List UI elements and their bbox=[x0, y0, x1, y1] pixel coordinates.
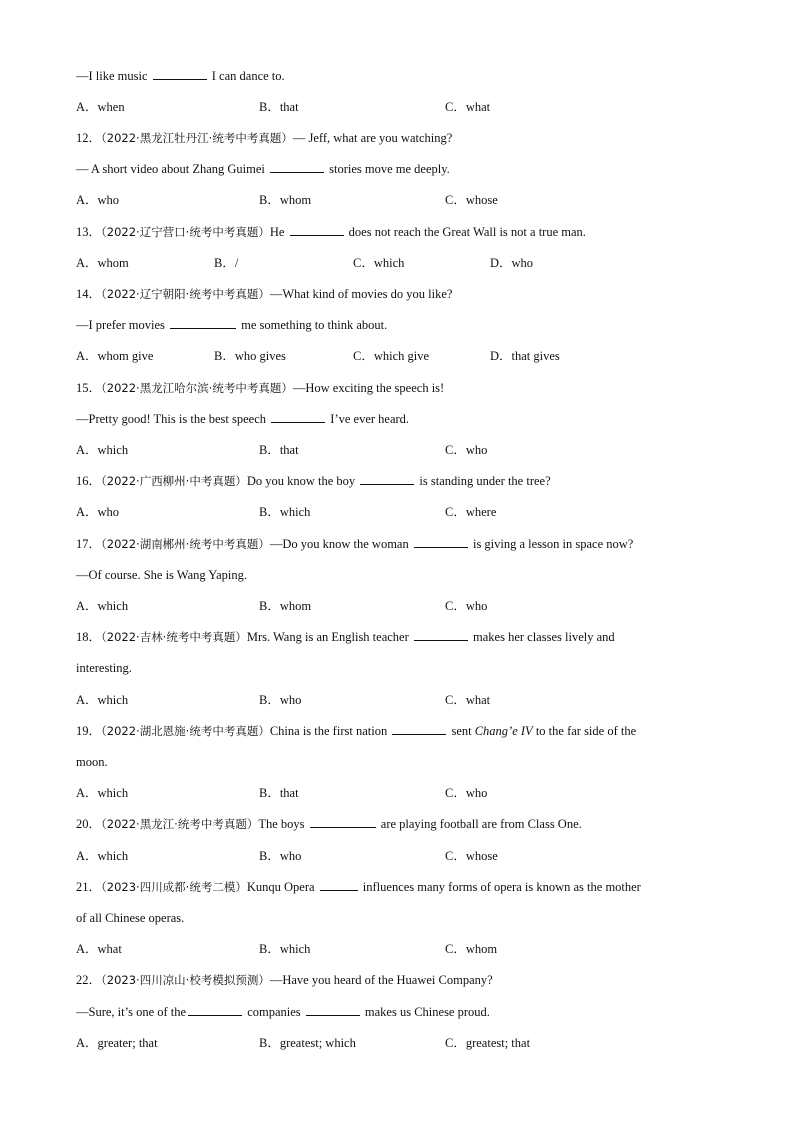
option-b[interactable]: B．who gives bbox=[214, 349, 286, 363]
question-21 bbox=[76, 879, 641, 895]
question-text: does not reach the Great Wall is not a true man. bbox=[348, 225, 586, 239]
question-number: 12． bbox=[76, 131, 102, 145]
question-14 bbox=[76, 286, 452, 302]
answer-blank bbox=[306, 1004, 360, 1016]
answer-blank bbox=[188, 1004, 242, 1016]
question-source: （2022·黑龙江哈尔滨·统考中考真题） bbox=[101, 381, 293, 395]
question-12-line2 bbox=[76, 161, 450, 177]
question-text: is standing under the tree? bbox=[419, 474, 551, 488]
option-a[interactable]: A．whom bbox=[76, 256, 129, 270]
question-15 bbox=[76, 380, 444, 396]
question-text: — A short video about Zhang Guimei bbox=[76, 162, 265, 176]
question-number: 17． bbox=[76, 537, 102, 551]
question-text: makes us Chinese proud. bbox=[364, 1005, 490, 1019]
question-11-line bbox=[76, 68, 285, 84]
question-22-line2 bbox=[76, 1004, 490, 1020]
answer-blank bbox=[153, 68, 207, 80]
question-text: He bbox=[269, 225, 285, 239]
option-d[interactable]: D．that gives bbox=[490, 349, 560, 363]
question-text: —I prefer movies bbox=[76, 318, 165, 332]
option-c[interactable]: C．which bbox=[353, 256, 405, 270]
question-text: makes her classes lively and bbox=[473, 630, 615, 644]
option-a[interactable]: A．who bbox=[76, 193, 120, 207]
question-17-line2: —Of course. She is Wang Yaping. bbox=[76, 568, 247, 582]
option-b[interactable]: B．who bbox=[259, 693, 302, 707]
answer-blank bbox=[360, 473, 414, 485]
answer-blank bbox=[414, 629, 468, 641]
option-c[interactable]: C．which give bbox=[353, 349, 430, 363]
option-b[interactable]: B．whom bbox=[259, 193, 312, 207]
question-number: 20． bbox=[76, 817, 102, 831]
option-b[interactable]: B．that bbox=[259, 443, 299, 457]
question-text: me something to think about. bbox=[241, 318, 388, 332]
question-text: —How exciting the speech is! bbox=[292, 381, 445, 395]
question-number: 21． bbox=[76, 880, 102, 894]
option-c[interactable]: C．what bbox=[445, 100, 491, 114]
question-text: China is the first nation bbox=[269, 724, 388, 738]
answer-blank bbox=[414, 536, 468, 548]
question-16 bbox=[76, 473, 551, 489]
option-a[interactable]: A．which bbox=[76, 693, 129, 707]
question-15-options bbox=[76, 442, 716, 458]
option-b[interactable]: B．who bbox=[259, 849, 302, 863]
question-22-options bbox=[76, 1035, 716, 1051]
question-source: （2022·广西柳州·中考真题） bbox=[101, 474, 247, 488]
question-17-options bbox=[76, 598, 716, 614]
question-source: （2022·黑龙江·统考中考真题） bbox=[101, 817, 259, 831]
question-text: companies bbox=[247, 1005, 301, 1019]
question-source: （2022·湖北恩施·统考中考真题） bbox=[101, 724, 270, 738]
question-source: （2022·黑龙江牡丹江·统考中考真题） bbox=[101, 131, 293, 145]
question-19 bbox=[76, 723, 636, 739]
option-c[interactable]: C．who bbox=[445, 443, 488, 457]
question-text: —Do you know the woman bbox=[269, 537, 409, 551]
question-16-options bbox=[76, 504, 716, 520]
question-number: 19． bbox=[76, 724, 102, 738]
question-20-options bbox=[76, 848, 716, 864]
question-source: （2022·辽宁朝阳·统考中考真题） bbox=[101, 287, 270, 301]
question-18-line2: interesting. bbox=[76, 661, 132, 675]
question-text: Mrs. Wang is an English teacher bbox=[246, 630, 409, 644]
option-c[interactable]: C．who bbox=[445, 599, 488, 613]
answer-blank bbox=[320, 879, 358, 891]
option-b[interactable]: B．which bbox=[259, 942, 311, 956]
question-text: influences many forms of opera is known as the mother bbox=[362, 880, 641, 894]
question-14-options bbox=[76, 348, 716, 364]
question-18-options bbox=[76, 692, 716, 708]
question-15-line2 bbox=[76, 411, 409, 427]
option-c[interactable]: C．whose bbox=[445, 849, 498, 863]
question-18 bbox=[76, 629, 615, 645]
question-text: —I like music bbox=[76, 69, 148, 83]
question-12 bbox=[76, 130, 452, 146]
question-text: —What kind of movies do you like? bbox=[269, 287, 453, 301]
question-19-options bbox=[76, 785, 716, 801]
question-number: 22． bbox=[76, 973, 102, 987]
question-source: （2022·吉林·统考中考真题） bbox=[101, 630, 247, 644]
question-20 bbox=[76, 816, 582, 832]
question-text: The boys bbox=[258, 817, 305, 831]
question-14-line2 bbox=[76, 317, 387, 333]
question-number: 14． bbox=[76, 287, 102, 301]
option-a[interactable]: A．which bbox=[76, 786, 129, 800]
question-11-options bbox=[76, 99, 716, 115]
question-12-options bbox=[76, 192, 716, 208]
question-text: stories move me deeply. bbox=[329, 162, 450, 176]
option-a[interactable]: A．what bbox=[76, 942, 122, 956]
question-text: are playing football are from Class One. bbox=[380, 817, 582, 831]
question-21-line2: of all Chinese operas. bbox=[76, 911, 185, 925]
option-b[interactable]: B．that bbox=[259, 100, 299, 114]
option-a[interactable]: A．which bbox=[76, 599, 129, 613]
question-13-options bbox=[76, 255, 716, 271]
option-d[interactable]: D．who bbox=[490, 256, 534, 270]
question-21-options bbox=[76, 941, 716, 957]
question-number: 13． bbox=[76, 225, 102, 239]
question-number: 18． bbox=[76, 630, 102, 644]
question-text: is giving a lesson in space now? bbox=[472, 537, 634, 551]
option-a[interactable]: A．who bbox=[76, 505, 120, 519]
answer-blank bbox=[290, 224, 344, 236]
question-text: —Sure, it’s one of the bbox=[76, 1005, 187, 1019]
question-text: I’ve ever heard. bbox=[330, 412, 410, 426]
option-b[interactable]: B．that bbox=[259, 786, 299, 800]
option-c[interactable]: C．where bbox=[445, 505, 497, 519]
option-c[interactable]: C．what bbox=[445, 693, 491, 707]
option-c[interactable]: C．whom bbox=[445, 942, 498, 956]
question-text: — Jeff, what are you watching? bbox=[292, 131, 453, 145]
option-b[interactable]: B．greatest; which bbox=[259, 1036, 356, 1050]
answer-blank bbox=[270, 161, 324, 173]
question-22 bbox=[76, 972, 493, 988]
option-c[interactable]: C．greatest; that bbox=[445, 1036, 531, 1050]
option-a[interactable]: A．which bbox=[76, 849, 129, 863]
question-text: —Have you heard of the Huawei Company? bbox=[269, 973, 493, 987]
question-text: —Pretty good! This is the best speech bbox=[76, 412, 267, 426]
answer-blank bbox=[310, 816, 376, 828]
question-17 bbox=[76, 536, 633, 552]
question-19-line2: moon. bbox=[76, 755, 108, 769]
question-source: （2022·辽宁营口·统考中考真题） bbox=[101, 225, 270, 239]
option-c[interactable]: C．who bbox=[445, 786, 488, 800]
question-text: Kunqu Opera bbox=[246, 880, 315, 894]
option-a[interactable]: A．which bbox=[76, 443, 129, 457]
answer-blank bbox=[271, 411, 325, 423]
option-a[interactable]: A．when bbox=[76, 100, 125, 114]
question-13 bbox=[76, 224, 586, 240]
question-text: I can dance to. bbox=[211, 69, 285, 83]
answer-blank bbox=[392, 723, 446, 735]
question-italic-text: Chang’e IV bbox=[474, 724, 533, 738]
answer-blank bbox=[170, 317, 236, 329]
question-number: 15． bbox=[76, 381, 102, 395]
option-a[interactable]: A．whom give bbox=[76, 349, 154, 363]
question-text: to the far side of the bbox=[535, 724, 637, 738]
option-b[interactable]: B．/ bbox=[214, 256, 239, 270]
question-number: 16． bbox=[76, 474, 102, 488]
question-source: （2023·四川成都·统考二模） bbox=[101, 880, 247, 894]
option-b[interactable]: B．whom bbox=[259, 599, 312, 613]
question-source: （2023·四川凉山·校考模拟预测） bbox=[101, 973, 270, 987]
option-c[interactable]: C．whose bbox=[445, 193, 498, 207]
question-text: sent bbox=[451, 724, 472, 738]
question-source: （2022·湖南郴州·统考中考真题） bbox=[101, 537, 270, 551]
option-b[interactable]: B．which bbox=[259, 505, 311, 519]
option-a[interactable]: A．greater; that bbox=[76, 1036, 158, 1050]
question-text: Do you know the boy bbox=[246, 474, 356, 488]
